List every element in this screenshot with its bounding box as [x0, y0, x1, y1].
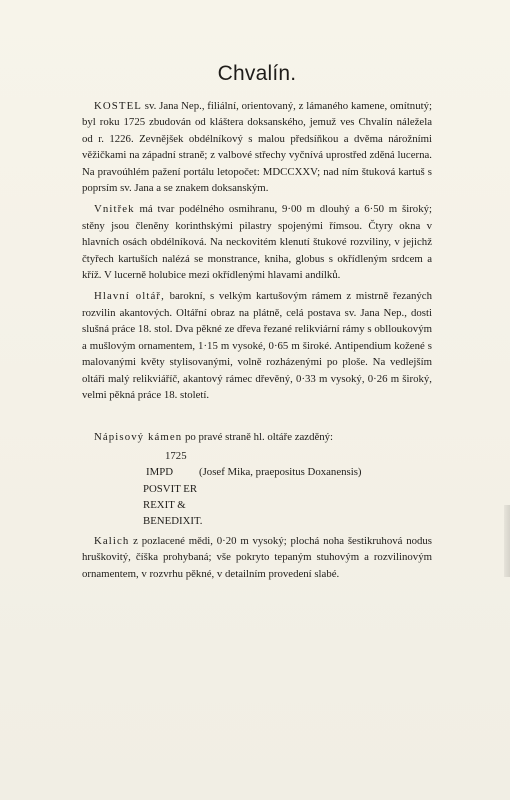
paragraph-kostel-lead: KOSTEL: [94, 100, 142, 112]
inscription-line-impd-left: IMPD: [146, 466, 173, 479]
inscription-line-rexit: REXIT &: [143, 498, 186, 511]
inscription-line-impd: [143, 464, 432, 480]
paragraph-vnitrek-text: má tvar podélného osmihranu, 9·00 m dlouhý a 6·50 m široký; stěny jsou členěny korinthskými pilastry spojenými římsou. Čtyry okna v hlavních osách obdélníková. Na neckovitém klenutí štukové rozviliny, v jejichž čtyřech kartuších nalézá se monstrance, kniha, globus s okřídleným srdcem a kříž. V lucerně holubice mezi okřídlenými hlavami andílků.: [82, 203, 432, 282]
paragraph-vnitrek: [82, 201, 432, 283]
paragraph-vnitrek-lead: Vnitřek: [94, 203, 135, 216]
paragraph-kostel-text: sv. Jana Nep., filiální, orientovaný, z lámaného kamene, omítnutý; byl roku 1725 zbudován od kláštera doksanského, jemuž ves Chvalín náležela od r. 1226. Zevnějšek obdélníkový s malou předsíňkou a dvěma nárožními věžičkami na západní straně; z valbové střechy vyčnívá uprostřed zděná lucerna. Na pravoúhlém pažení portálu letopočet: MDCCXXV; nad ním štuková kartuš s poprsím sv. Jana a se znakem doksanským.: [82, 100, 432, 195]
paragraph-kalich-text: z pozlacené mědi, 0·20 m vysoký; plochá noha šestikruhová nodus hruškovitý, číška prohybaná; vše pokryto tepaným stuhovým a rozvilinovým ornamentem, v rozvrhu pěkné, v detailním provedení slabé.: [82, 534, 432, 580]
inscription-line-posvit: POSVIT ER: [143, 482, 198, 495]
page-title: Chvalín.: [217, 62, 297, 85]
inscription-block: [143, 448, 432, 530]
paragraph-oltar-lead: Hlavní oltář,: [94, 290, 165, 303]
paragraph-oltar-text: barokní, s velkým kartušovým rámem z mistrně řezaných rozvilin akantových. Oltářní obraz na plátně, celá postava sv. Jana Nep., dosti slušná práce 18. stol. Dva pěkné ze dřeva řezané relikviární rámy s oblloukovým a mušlovým ornamentem, 1·15 m vysoké, 0·65 m široké. Antipendium kožené s malovanými květy stylisovanými, volně rozházenými po ploše. Na vedlejším oltáři malý relikviáříč, akantový rámec dřevěný, 0·33 m vysoký, 0·26 m široký, velmi pěkná práce 18. století.: [82, 290, 432, 401]
paragraph-napis-text: po pravé straně hl. oltáře zazděný:: [182, 431, 334, 444]
inscription-line-impd-right: (Josef Mika, praepositus Doxanensis): [199, 466, 362, 479]
inscription-line-year: 1725: [165, 449, 187, 462]
paragraph-kostel: [82, 98, 432, 196]
inscription-line-benedixit: BENEDIXIT.: [143, 515, 203, 528]
right-edge-mark: [504, 505, 510, 577]
paragraph-kalich-lead: Kalich: [94, 534, 130, 547]
paragraph-napis: [82, 429, 432, 445]
page-content: [82, 62, 432, 587]
paragraph-napis-lead: Nápisový kámen: [94, 431, 183, 444]
paragraph-kalich: [82, 533, 432, 582]
paragraph-oltar: [82, 288, 432, 403]
